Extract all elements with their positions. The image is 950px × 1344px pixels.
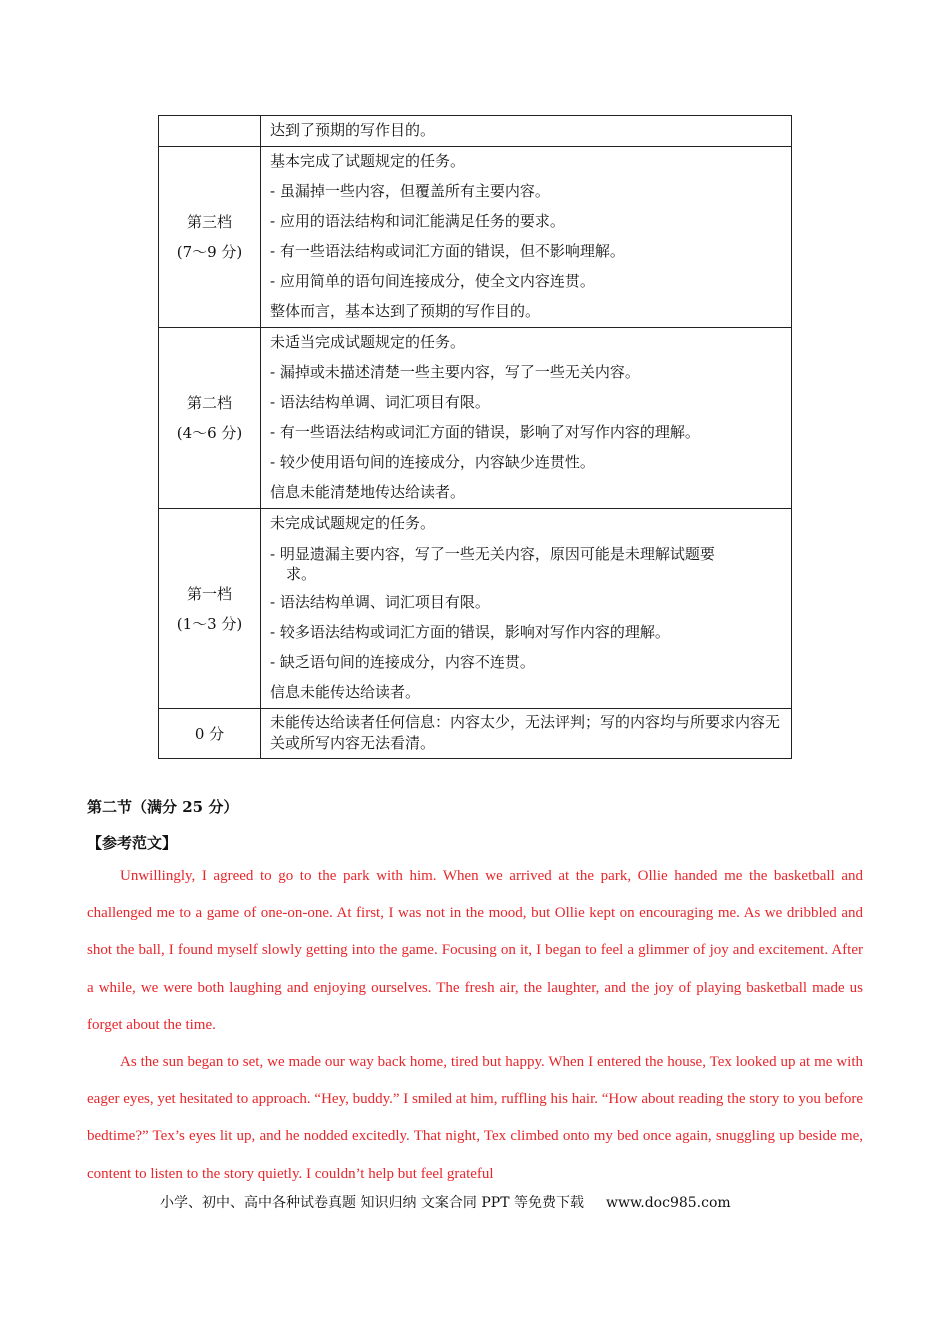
- rubric-line: 信息未能传达给读者。: [270, 683, 421, 701]
- rubric-line: - 语法结构单调、词汇项目有限。: [270, 593, 490, 611]
- sample-essay-label: 【参考范文】: [87, 834, 178, 852]
- level-name: 0 分: [194, 724, 225, 743]
- level-name: 第一档: [186, 584, 232, 603]
- footer-website: www.doc985.com: [605, 1195, 731, 1211]
- description-cell: [261, 509, 792, 709]
- level-range: (4～6 分): [176, 424, 243, 442]
- rubric-line: 达到了预期的写作目的。: [270, 121, 436, 139]
- level-range: (1～3 分): [176, 614, 243, 633]
- rubric-line: 整体而言，基本达到了预期的写作目的。: [270, 302, 541, 320]
- rubric-line: - 虽漏掉一些内容，但覆盖所有主要内容。: [270, 182, 550, 200]
- rubric-line: - 缺乏语句间的连接成分，内容不连贯。: [270, 653, 535, 671]
- description-cell: [261, 709, 792, 759]
- rubric-line: - 应用的语法结构和词汇能满足任务的要求。: [270, 212, 565, 230]
- footer-text: 小学、初中、高中各种试卷真题 知识归纳 文案合同 PPT 等免费下载: [160, 1195, 584, 1211]
- description-cell: [261, 147, 792, 328]
- essay-paragraph: As the sun began to set, we made our way back home, tired but happy. When I entered the house, Tex looked up at me with eager eyes, yet hesitated to approach. “Hey, buddy.” I smiled at him, ruffling his hair. “How about reading the story to you before bedtime?” Tex’s eyes lit up, and he nodded excitedly. That night, Tex climbed onto my bed once again, snuggling up beside me, content to listen to the story quietly. I couldn’t help but feel grateful: [87, 1054, 863, 1182]
- rubric-line-wrapped: [270, 539, 785, 588]
- rubric-line: - 较少使用语句间的连接成分，内容缺少连贯性。: [270, 453, 595, 471]
- level-name: 第二档: [186, 394, 232, 412]
- description-cell: [261, 328, 792, 509]
- level-cell-empty: [159, 116, 261, 147]
- rubric-line: - 有一些语法结构或词汇方面的错误，但不影响理解。: [270, 242, 625, 260]
- rubric-line: - 语法结构单调、词汇项目有限。: [270, 393, 490, 411]
- scoring-rubric-table: [158, 115, 792, 759]
- rubric-line: 信息未能清楚地传达给读者。: [270, 483, 466, 501]
- page-footer: [160, 1192, 731, 1212]
- table-row: [159, 147, 792, 328]
- rubric-line: 未完成试题规定的任务。: [270, 514, 436, 532]
- level-cell: [159, 147, 261, 328]
- rubric-line: - 应用简单的语句间连接成分，使全文内容连贯。: [270, 272, 595, 290]
- rubric-line: 未适当完成试题规定的任务。: [270, 333, 466, 351]
- level-range: (7～9 分): [176, 243, 243, 261]
- rubric-line: - 较多语法结构或词汇方面的错误，影响对写作内容的理解。: [270, 623, 670, 641]
- rubric-line-part: - 明显遗漏主要内容，写了一些无关内容，原因可能是未理解试题要: [270, 545, 715, 563]
- level-cell: [159, 509, 261, 709]
- level-cell: [159, 328, 261, 509]
- sample-essay: [87, 858, 863, 1193]
- table-row: [159, 709, 792, 759]
- table-row: [159, 116, 792, 147]
- rubric-line-continuation: 求。: [286, 565, 317, 583]
- section-title: 第二节（满分 25 分）: [87, 798, 239, 816]
- level-cell: [159, 709, 261, 759]
- essay-paragraph: Unwillingly, I agreed to go to the park with him. When we arrived at the park, Ollie handed me the basketball and challenged me to a game of one-on-one. At first, I was not in the mood, but Ollie kept on encouraging me. As we dribbled and shot the ball, I found myself slowly getting into the game. Focusing on it, I began to feel a glimmer of joy and excitement. After a while, we were both laughing and enjoying ourselves. The fresh air, the laughter, and the joy of playing basketball made us forget about the time.: [87, 868, 863, 1033]
- table-row: [159, 328, 792, 509]
- table-row: [159, 509, 792, 709]
- rubric-line: - 漏掉或未描述清楚一些主要内容，写了一些无关内容。: [270, 363, 640, 381]
- rubric-line: - 有一些语法结构或词汇方面的错误，影响了对写作内容的理解。: [270, 423, 700, 441]
- rubric-line: 基本完成了试题规定的任务。: [270, 152, 466, 170]
- level-name: 第三档: [186, 213, 232, 231]
- rubric-text: 未能传达给读者任何信息：内容太少，无法评判；写的内容均与所要求内容无关或所写内容无法看清。: [270, 713, 781, 752]
- description-cell: [261, 116, 792, 147]
